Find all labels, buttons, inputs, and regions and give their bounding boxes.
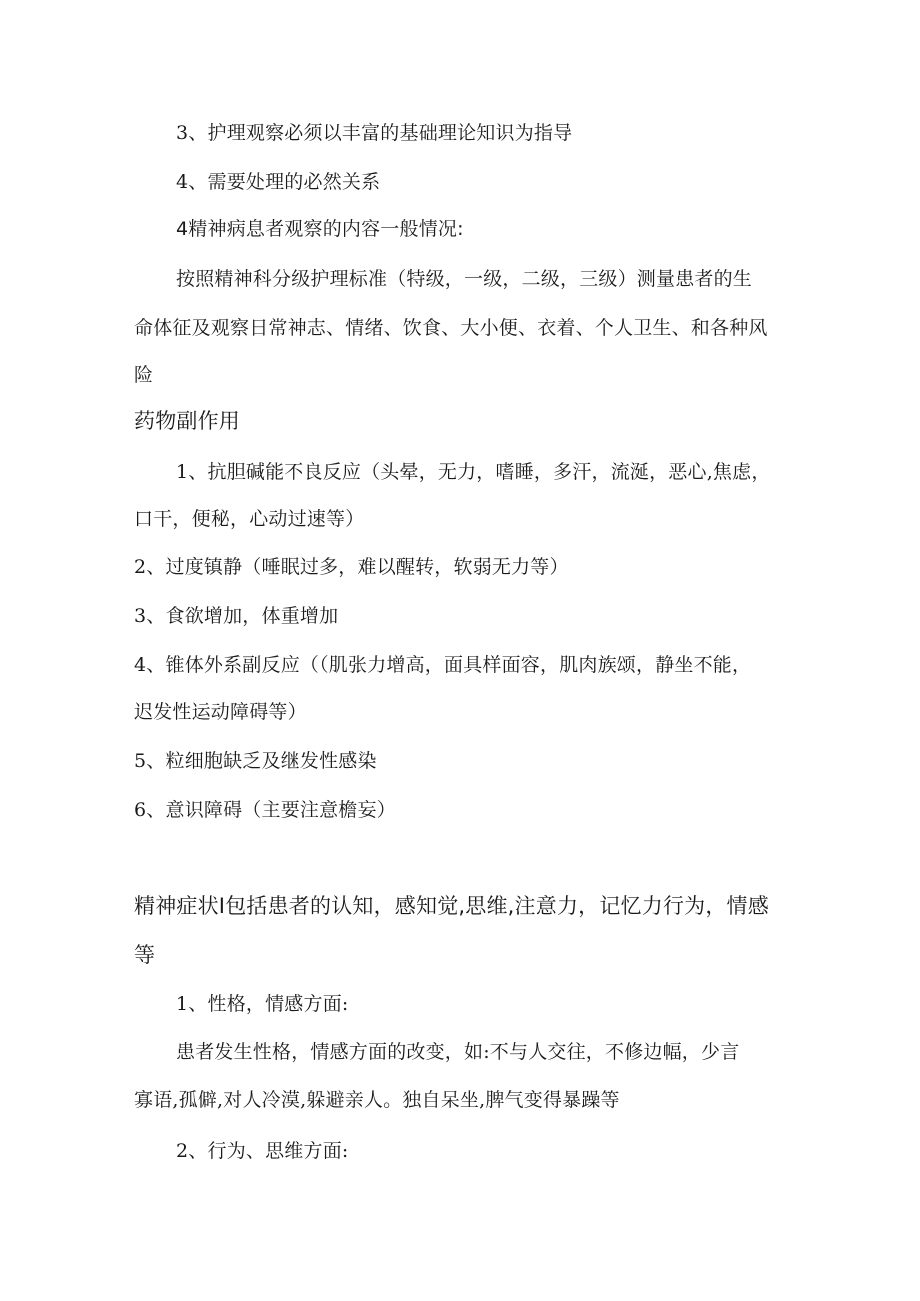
list-item-5: 5、粒细胞缺乏及继发性感染 — [134, 750, 377, 772]
section-heading-side-effects: 药物副作用 — [134, 409, 240, 433]
section-heading-observation: 4精神病息者观察的内容一般情况: — [176, 218, 464, 240]
section-heading-symptoms-cont: 等 — [134, 943, 156, 967]
list-item-4: 4、需要处理的必然关系 — [176, 171, 381, 193]
list-item-6: 6、意识障碍（主要注意檐妄） — [134, 799, 396, 821]
list-item-1: 1、性格，情感方面: — [176, 993, 349, 1015]
paragraph-line: 命体征及观察日常神志、情绪、饮食、大小便、衣着、个人卫生、和各种风 — [134, 317, 768, 339]
paragraph-line: 口干，便秘，心动过速等） — [134, 508, 365, 530]
list-item-2: 2、行为、思维方面: — [176, 1140, 349, 1162]
paragraph-line: 患者发生性格，情感方面的改变，如:不与人交往，不修边幅，少言 — [176, 1041, 740, 1063]
paragraph-line: 险 — [134, 364, 154, 386]
list-item-1: 1、抗胆碱能不良反应（头晕，无力，嗜睡，多汗，流涎，恶心,焦虑， — [176, 461, 771, 483]
paragraph-line: 寡语,孤僻,对人冷漠,躲避亲人。独自呆坐,脾气变得暴躁等 — [134, 1089, 620, 1111]
list-item-2: 2、过度镇静（唾眠过多，难以醒转，软弱无力等） — [134, 556, 569, 578]
list-item-3: 3、护理观察必须以丰富的基础理论知识为指导 — [176, 122, 573, 144]
list-item-3: 3、食欲增加，体重增加 — [134, 605, 339, 627]
paragraph-line: 迟发性运动障碍等） — [134, 701, 307, 723]
list-item-4: 4、锥体外系副反应（（肌张力增高，面具样面容，肌肉族颂，静坐不能， — [134, 654, 752, 676]
section-heading-symptoms: 精神症状I包括患者的认知，感知觉,思维,注意力，记忆力行为，情感 — [134, 894, 769, 918]
paragraph-line: 按照精神科分级护理标准（特级，一级，二级，三级）测量患者的生 — [176, 268, 753, 290]
